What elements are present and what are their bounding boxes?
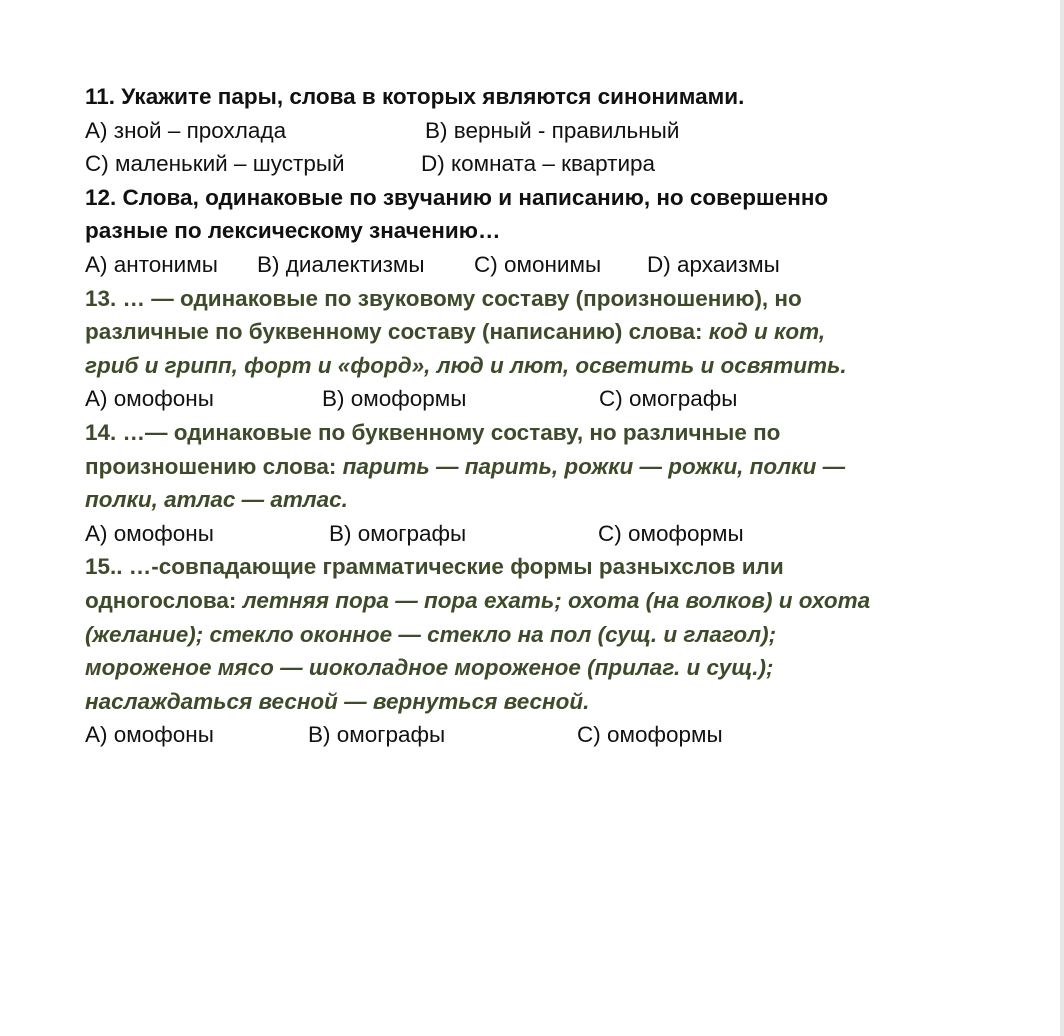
question-15-title-line-3: (желание); стекло оконное — стекло на пол (сущ. и глагол); [85, 621, 777, 647]
question-12-option-b: В) диалектизмы [257, 251, 425, 277]
question-14-option-c: С) омоформы [598, 520, 744, 546]
question-15-title-line-4: мороженое мясо — шоколадное мороженое (прилаг. и сущ.); [85, 655, 774, 681]
question-11-title: 11. Укажите пары, слова в которых являются синонимами. [85, 84, 745, 109]
question-11-option-d: D) комната – квартира [421, 151, 656, 177]
question-11-options-row-1 [85, 114, 1045, 148]
question-14-title-line-2 [85, 450, 1045, 484]
question-14-examples: парить — парить, рожки — рожки, полки — [342, 453, 846, 479]
question-14-options [85, 517, 1045, 551]
question-12-title-line-2: разные по лексическому значению… [85, 218, 501, 244]
question-14-definition: произношению слова: [85, 453, 343, 479]
question-15-definition: одногослова: [85, 587, 243, 613]
question-12-option-d: D) архаизмы [647, 251, 780, 277]
question-14-option-a: А) омофоны [85, 520, 214, 546]
question-13-title-line-2 [85, 315, 1045, 349]
question-15-options [85, 718, 1045, 752]
question-13-option-c: С) омографы [599, 386, 738, 412]
question-14-title-line-1: 14. …— одинаковые по буквенному составу, но различные по [85, 419, 781, 445]
question-13-option-b: В) омоформы [322, 386, 467, 412]
document-page [85, 80, 1045, 752]
question-14-option-b: В) омографы [329, 520, 467, 546]
question-15-option-a: А) омофоны [85, 722, 214, 748]
question-11-option-b: В) верный - правильный [425, 117, 680, 143]
question-12-option-a: А) антонимы [85, 251, 218, 277]
question-13-title-line-3: гриб и грипп, форт и «форд», люд и лют, осветить и освятить. [85, 352, 847, 378]
question-15-option-c: С) омоформы [577, 722, 723, 748]
question-15-examples: летняя пора — пора ехать; охота (на волков) и охота [242, 587, 871, 613]
question-15-title-line-1: 15.. …-совпадающие грамматические формы разныхслов или [85, 554, 784, 580]
question-12-title-line-1: 12. Слова, одинаковые по звучанию и написанию, но совершенно [85, 184, 829, 210]
question-11-options-row-2 [85, 147, 1045, 181]
page-edge [1060, 0, 1064, 1036]
question-15-option-b: В) омографы [308, 722, 446, 748]
question-13-options [85, 382, 1045, 416]
question-13-examples: код и кот, [708, 319, 826, 345]
question-15-title-line-5: наслаждаться весной — вернуться весной. [85, 688, 590, 714]
question-11-option-a: А) зной – прохлада [85, 117, 287, 143]
question-15-title-line-2 [85, 584, 1045, 618]
question-13-title-line-1: 13. … — одинаковые по звуковому составу (произношению), но [85, 285, 802, 311]
question-14-title-line-3: полки, атлас — атлас. [85, 487, 348, 513]
question-11-option-c: С) маленький – шустрый [85, 151, 345, 177]
question-12-option-c: С) омонимы [474, 251, 602, 277]
question-13-definition: различные по буквенному составу (написанию) слова: [85, 319, 709, 345]
question-13-option-a: А) омофоны [85, 386, 214, 412]
question-12-options [85, 248, 1045, 282]
